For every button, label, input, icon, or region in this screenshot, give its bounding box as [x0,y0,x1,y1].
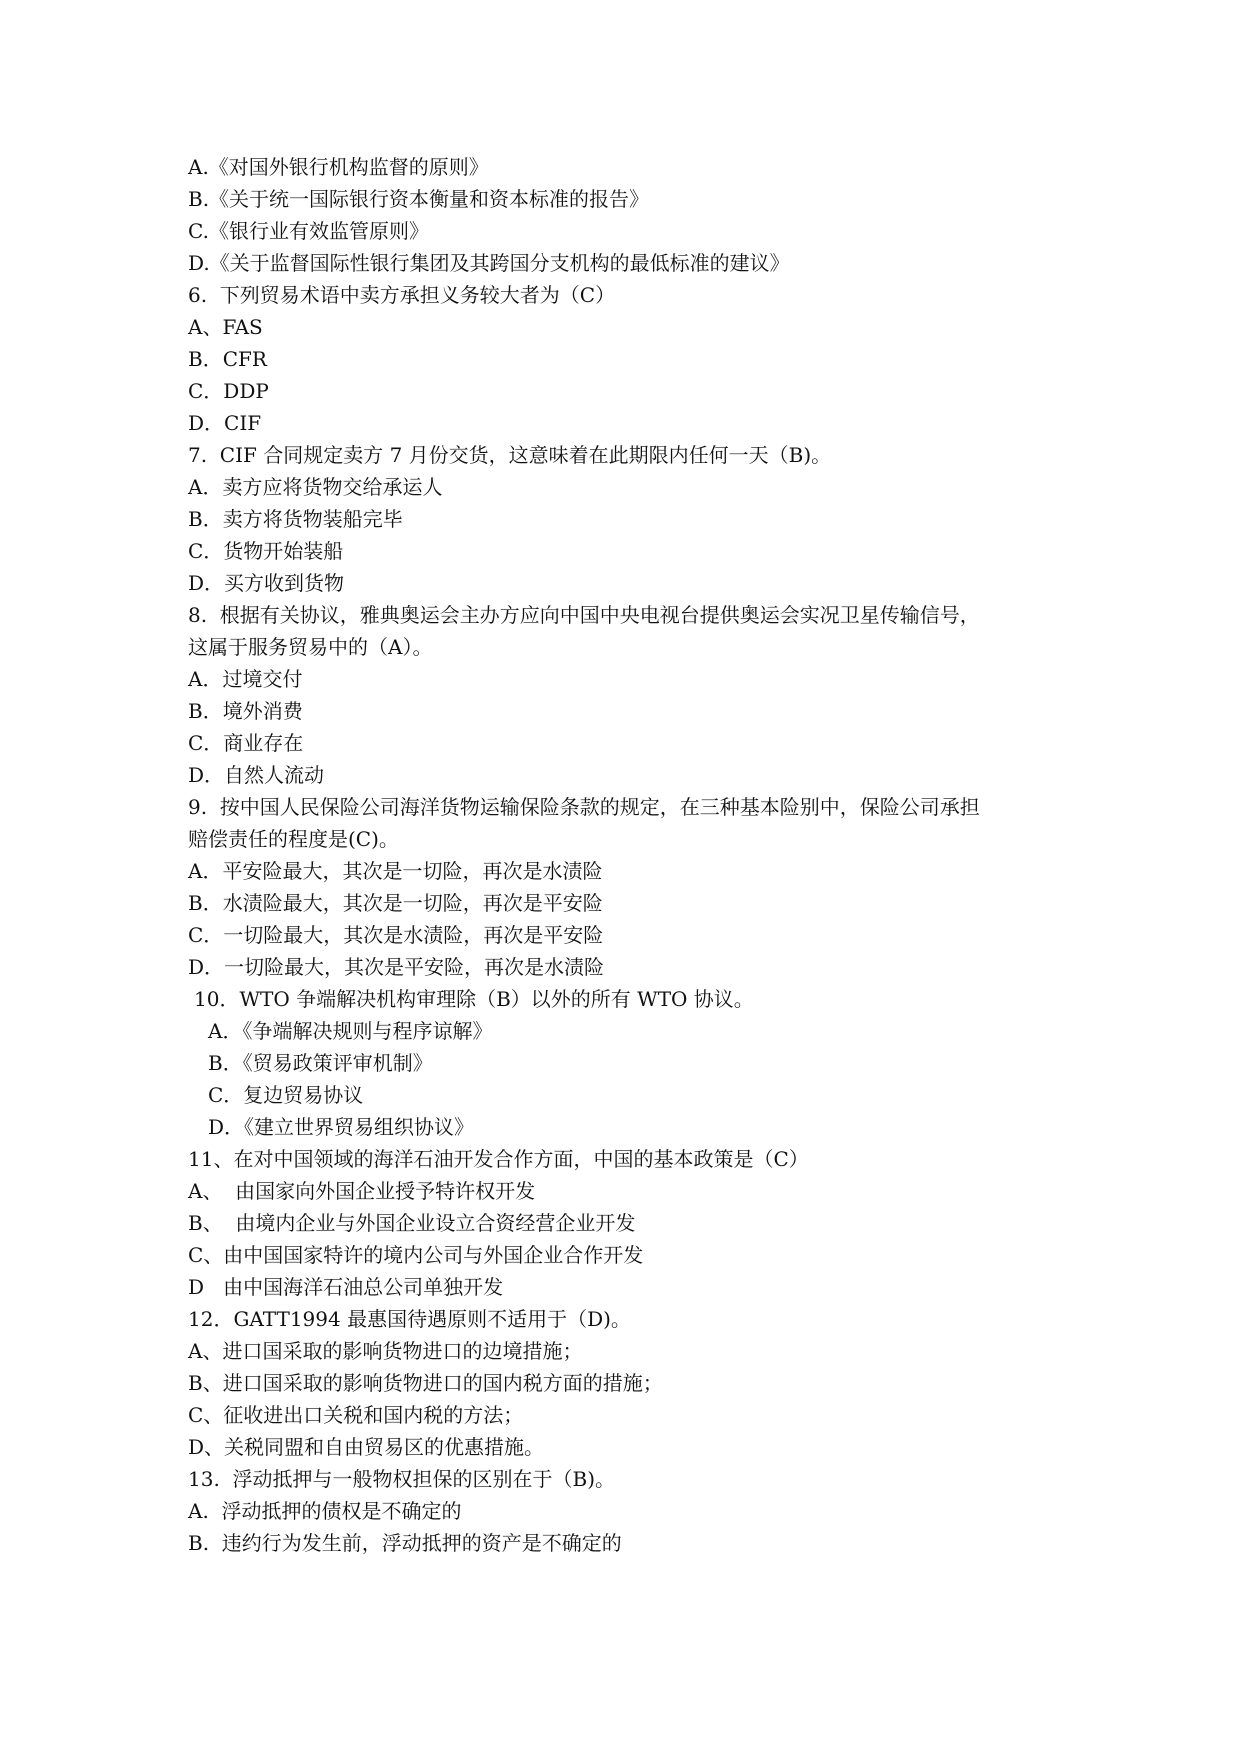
option-b-line: B. 违约行为发生前，浮动抵押的资产是不确定的 [188,1531,622,1555]
option-c-line: C、征收进出口关税和国内税的方法； [188,1403,524,1427]
option-a-line: A．平安险最大，其次是一切险，再次是水渍险 [188,859,603,883]
option-b-line: B.《关于统一国际银行资本衡量和资本标准的报告》 [188,187,650,211]
option-a-line: A、进口国采取的影响货物进口的边境措施； [188,1339,583,1363]
option-a-line: A．过境交付 [188,667,303,691]
option-a-line: A．卖方应将货物交给承运人 [188,475,443,499]
option-c-line: C．货物开始装船 [188,539,344,563]
option-b-line: B．境外消费 [188,699,303,723]
option-a-line: A、 由国家向外国企业授予特许权开发 [188,1179,536,1203]
option-b-line: B、 由境内企业与外国企业设立合资经营企业开发 [188,1211,636,1235]
option-d-line: D、关税同盟和自由贸易区的优惠措施。 [188,1435,545,1459]
option-d-line: D．自然人流动 [188,763,325,787]
option-c-line: C．一切险最大，其次是水渍险，再次是平安险 [188,923,604,947]
option-d-line: D．一切险最大，其次是平安险，再次是水渍险 [188,955,605,979]
question-8-continued: 这属于服务贸易中的（A）。 [188,635,433,659]
option-c-line: C．复边贸易协议 [208,1083,364,1107]
option-d-line: D 由中国海洋石油总公司单独开发 [188,1275,504,1299]
option-a-line: A．《争端解决规则与程序谅解》 [208,1019,493,1043]
option-a-line: A.《对国外银行机构监督的原则》 [188,155,489,179]
option-c-line: C．DDP [188,379,269,403]
option-a-line: A、FAS [188,315,263,339]
question-7: 7. CIF 合同规定卖方 7 月份交货，这意味着在此期限内任何一天（B)。 [188,443,832,467]
option-c-line: C．商业存在 [188,731,304,755]
question-12: 12．GATT1994 最惠国待遇原则不适用于（D)。 [188,1307,631,1331]
option-d-line: D．《建立世界贸易组织协议》 [208,1115,475,1139]
option-a-line: A. 浮动抵押的债权是不确定的 [188,1499,462,1523]
option-b-line: B．卖方将货物装船完毕 [188,507,403,531]
option-b-line: B．《贸易政策评审机制》 [208,1051,433,1075]
question-9-continued: 赔偿责任的程度是(C)。 [188,827,399,851]
option-c-line: C、由中国国家特许的境内公司与外国企业合作开发 [188,1243,644,1267]
question-13: 13. 浮动抵押与一般物权担保的区别在于（B)。 [188,1467,616,1491]
question-11: 11、在对中国领域的海洋石油开发合作方面，中国的基本政策是（C） [188,1147,809,1171]
option-c-line: C.《银行业有效监管原则》 [188,219,429,243]
option-b-line: B．水渍险最大，其次是一切险，再次是平安险 [188,891,603,915]
question-8: 8. 根据有关协议，雅典奥运会主办方应向中国中央电视台提供奥运会实况卫星传输信号， [188,603,980,627]
option-d-line: D.《关于监督国际性银行集团及其跨国分支机构的最低标准的建议》 [188,251,790,275]
option-d-line: D．CIF [188,411,262,435]
question-9: 9. 按中国人民保险公司海洋货物运输保险条款的规定，在三种基本险别中，保险公司承担 [188,795,980,819]
question-10: 10．WTO 争端解决机构审理除（B）以外的所有 WTO 协议。 [194,987,754,1011]
question-6: 6. 下列贸易术语中卖方承担义务较大者为（C） [188,283,616,307]
option-b-line: B、进口国采取的影响货物进口的国内税方面的措施； [188,1371,663,1395]
option-d-line: D．买方收到货物 [188,571,345,595]
option-b-line: B．CFR [188,347,267,371]
